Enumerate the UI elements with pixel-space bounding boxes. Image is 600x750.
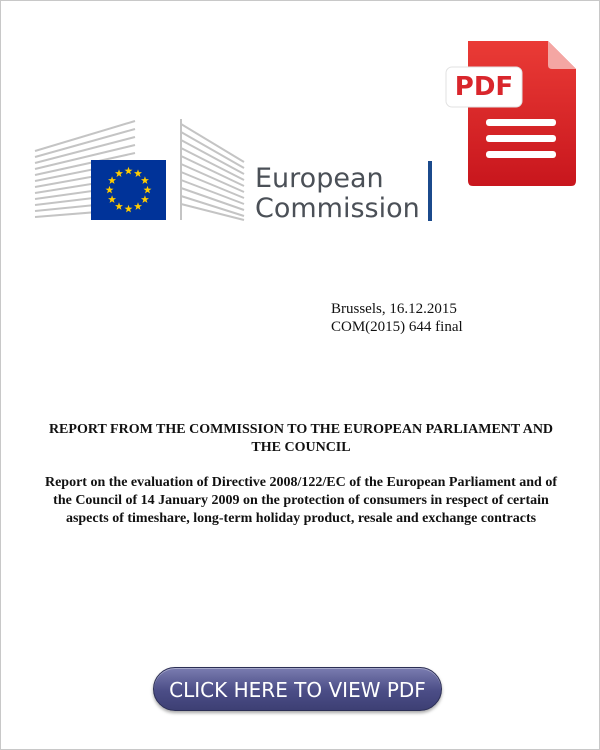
logo-line-european: European [255, 163, 384, 194]
pdf-file-icon [444, 39, 578, 189]
report-subtitle-line: Report on the evaluation of Directive 2008/122/EC of the European Parliament and of [44, 475, 557, 490]
report-subtitle-line: aspects of timeshare, long-term holiday product, resale and exchange contracts [65, 511, 537, 526]
european-commission-logo-icon [31, 116, 246, 226]
place-date: Brussels, 16.12.2015 [331, 301, 457, 317]
report-title-line: THE COUNCIL [251, 440, 351, 455]
logo-wordmark [255, 164, 420, 224]
report-title [31, 421, 571, 457]
report-subtitle [31, 474, 571, 528]
logo-line-commission: Commission [255, 193, 420, 224]
document-meta [331, 300, 463, 336]
report-subtitle-line: the Council of 14 January 2009 on the protection of consumers in respect of certain [53, 493, 549, 508]
pdf-icon-label: PDF [454, 72, 514, 102]
report-title-line: REPORT FROM THE COMMISSION TO THE EUROPEAN PARLIAMENT AND [48, 422, 554, 437]
view-pdf-button[interactable]: CLICK HERE TO VIEW PDF [153, 667, 442, 711]
logo-divider [428, 161, 432, 221]
document-reference: COM(2015) 644 final [331, 319, 463, 335]
